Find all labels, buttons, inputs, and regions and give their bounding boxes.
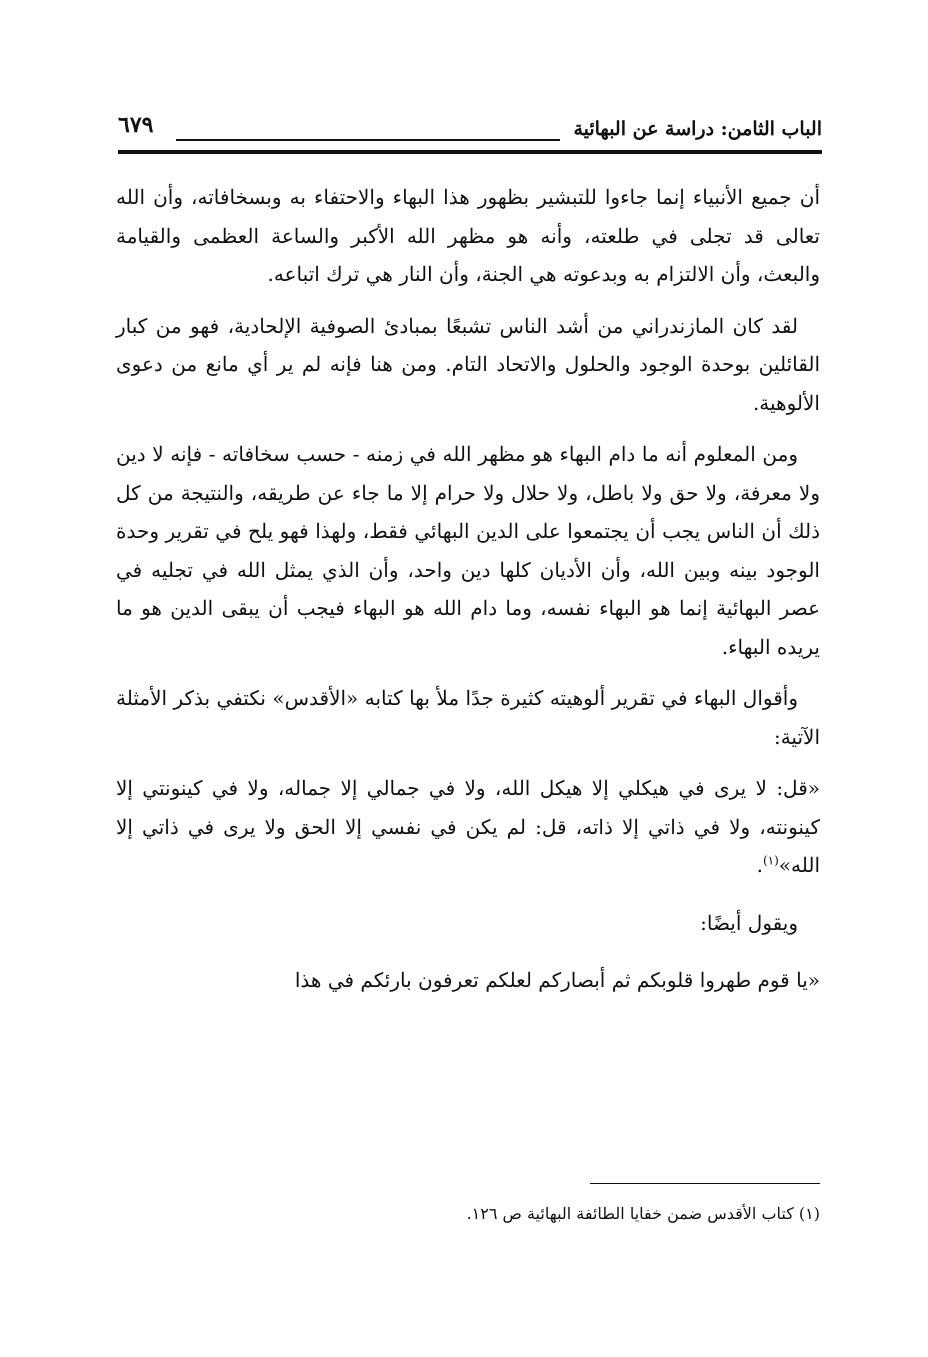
body-text — [116, 178, 820, 1000]
paragraph: لقد كان المازندراني من أشد الناس تشبعًا بمبادئ الصوفية الإلحادية، فهو من كبار القائلين بوحدة الوجود والحلول والاتحاد التام. ومن هنا فإنه لم ير أي مانع من دعوى الألوهية. — [116, 313, 820, 415]
page-number: ٦٧٩ — [118, 112, 154, 138]
quote-paragraph — [116, 769, 820, 885]
header-rule — [118, 150, 822, 154]
paragraph: أن جميع الأنبياء إنما جاءوا للتبشير بظهور هذا البهاء والاحتفاء به وبسخافاته، وأن الله تعالى قد تجلى في طلعته، وأنه هو مظهر الله الأكبر والساعة العظمى والقيامة والبعث، وأن الالتزام به وبدعوته هي الجنة، وأن النار هي ترك اتباعه. — [116, 185, 820, 286]
paragraph: ويقول أيضًا: — [700, 910, 798, 935]
footnote-separator — [590, 1183, 820, 1184]
chapter-title: الباب الثامن: دراسة عن البهائية — [573, 118, 822, 140]
footnote: (١) كتاب الأقدس ضمن خفايا الطائفة البهائية ص ١٢٦. — [466, 1204, 820, 1223]
paragraph: وأقوال البهاء في تقرير ألوهيته كثيرة جدًا ملأ بها كتابه «الأقدس» نكتفي بذكر الأمثلة الآتية: — [116, 686, 820, 749]
quote-paragraph: «يا قوم طهروا قلوبكم ثم أبصاركم لعلكم تعرفون بارئكم في هذا — [294, 968, 820, 992]
quote-text: «قل: لا يرى في هيكلي إلا هيكل الله، ولا في جمالي إلا جماله، ولا في كينونتي إلا كينونته، ولا في ذاتي إلا ذاته، قل: لم يكن في نفسي إلا الحق ولا يرى في ذاتي إلا الله» — [116, 776, 820, 877]
footnote-reference[interactable]: (١) — [762, 853, 779, 868]
quote-end-period: . — [756, 853, 763, 877]
header-dash-line — [176, 139, 560, 141]
paragraph: ومن المعلوم أنه ما دام البهاء هو مظهر الله في زمنه - حسب سخافاته - فإنه لا دين ولا معرفة، ولا حق ولا باطل، ولا حلال ولا حرام إلا ما جاء عن طريقه، والنتيجة من كل ذلك أن الناس يجب أن يجتمعوا على الدين البهائي فقط، ولهذا فهو يلح في تقرير وحدة الوجود بينه وبين الله، وأن الأديان كلها دين واحد، وأن الذي يمثل الله في تجليه في عصر البهائية إنما هو البهاء نفسه، وما دام الله هو البهاء فيجب أن يبقى الدين هو ما يريده البهاء. — [116, 442, 820, 659]
running-header — [118, 112, 822, 152]
